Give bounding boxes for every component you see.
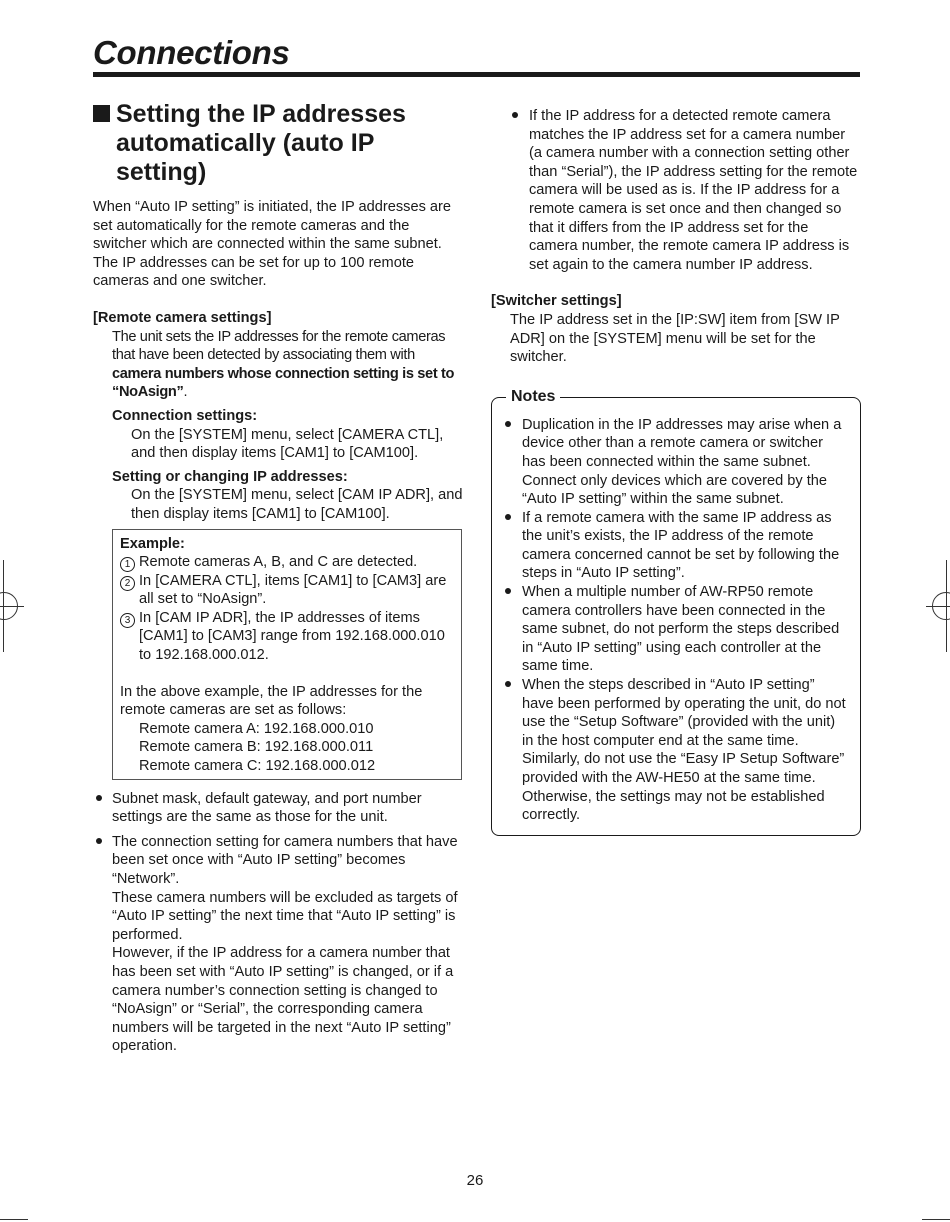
address-row: Remote camera A: 192.168.000.010 xyxy=(139,720,374,737)
connection-settings-text: On the [SYSTEM] menu, select [CAMERA CTL], and then display items [CAM1] to [CAM100]. xyxy=(131,426,444,462)
section-heading xyxy=(93,100,465,187)
example-step xyxy=(120,572,454,609)
remote-text-bold: camera numbers whose connection setting is set to “NoAsign” xyxy=(112,365,455,401)
bullet-dot-icon xyxy=(500,416,522,509)
note-text: When the steps described in “Auto IP setting” have been performed by operating the unit, do not use the “Setup Software” (provided with the unit) in the host computer end at the same time. Similarly, do not use the “Easy IP Setup Software” provided with the AW-HE50 at the same time. Otherwise, the settings may not be established correctly. xyxy=(522,677,846,824)
list-item-text xyxy=(112,833,465,1056)
bullet-dot-icon xyxy=(93,790,112,827)
list-item-para: These camera numbers will be excluded as targets of “Auto IP setting” the next time that “Auto IP setting” is performed. xyxy=(112,889,458,943)
example-step xyxy=(120,609,454,665)
list-item xyxy=(93,833,465,1056)
ip-settings-heading: Setting or changing IP addresses: xyxy=(112,468,348,485)
crop-mark-icon xyxy=(922,1219,950,1220)
remote-camera-settings-heading: [Remote camera settings] xyxy=(93,309,272,326)
notes-label: Notes xyxy=(506,387,560,407)
note-item xyxy=(500,676,850,825)
list-item xyxy=(93,790,465,827)
bullet-dot-icon xyxy=(500,509,522,583)
bullet-dot-icon xyxy=(500,583,522,676)
connection-settings-heading: Connection settings: xyxy=(112,407,258,424)
example-box xyxy=(112,529,462,780)
notes-box xyxy=(491,387,861,836)
right-column xyxy=(491,107,861,836)
note-text: Duplication in the IP addresses may arise when a device other than a remote camera or switcher has been connected within the same subnet. Connect only devices which are covered by the “Auto IP setting” within the same subnet. xyxy=(522,416,842,508)
page-title: Connections xyxy=(93,34,290,71)
list-item xyxy=(491,107,861,274)
left-bullet-list xyxy=(93,790,465,1056)
remote-text-plain: The unit sets the IP addresses for the remote cameras that have been detected by associating them with xyxy=(112,328,446,364)
note-text: If a remote camera with the same IP address as the unit’s exists, the IP address of the remote camera concerned cannot be set by following the steps in “Auto IP setting”. xyxy=(522,509,840,582)
remote-text-end: . xyxy=(183,384,188,401)
step-number-icon: 1 xyxy=(120,557,135,572)
intro-paragraph: When “Auto IP setting” is initiated, the IP addresses are set automatically for the remote cameras and the switcher which are connected within the same subnet. The IP addresses can be set for up to 100 remote cameras and one switcher. xyxy=(93,199,452,290)
note-item xyxy=(500,416,850,509)
note-item xyxy=(500,509,850,583)
switcher-settings-heading: [Switcher settings] xyxy=(491,293,622,310)
example-step-text: In [CAMERA CTL], items [CAM1] to [CAM3] are all set to “NoAsign”. xyxy=(139,572,447,608)
bullet-dot-icon xyxy=(500,676,522,825)
ip-settings-text: On the [SYSTEM] menu, select [CAM IP ADR], and then display items [CAM1] to [CAM100]. xyxy=(131,487,463,522)
bullet-dot-icon xyxy=(93,833,112,1056)
example-step-text: In [CAM IP ADR], the IP addresses of items [CAM1] to [CAM3] range from 192.168.000.010 to 192.168.000.012. xyxy=(139,609,445,664)
address-row: Remote camera B: 192.168.000.011 xyxy=(139,739,374,756)
bullet-dot-icon xyxy=(491,107,529,274)
list-item-text: Subnet mask, default gateway, and port number settings are the same as those for the unit. xyxy=(112,790,422,826)
address-row: Remote camera C: 192.168.000.012 xyxy=(139,758,376,775)
note-text: When a multiple number of AW-RP50 remote camera controllers have been connected in the same subnet, do not perform the steps described in “Auto IP setting” using each controller at the same time. xyxy=(522,584,840,675)
note-item xyxy=(500,583,850,676)
left-column xyxy=(93,100,465,1056)
step-number-icon: 3 xyxy=(120,613,135,628)
example-step-text: Remote cameras A, B, and C are detected. xyxy=(139,554,418,571)
page-number: 26 xyxy=(466,1172,484,1189)
crop-mark-icon xyxy=(0,1219,28,1220)
section-heading-text: Setting the IP addresses automatically (auto IP setting) xyxy=(116,100,406,186)
example-summary: In the above example, the IP addresses for the remote cameras are set as follows: xyxy=(120,683,423,719)
list-item-text: If the IP address for a detected remote camera matches the IP address set for a camera number (a camera number with a connection setting other than “Serial”), the IP address setting for the remote camera will be used as is. If the IP address for a remote camera is set once and then changed so that it differs from the IP address set for the camera number, the remote camera IP address is set again to the camera number IP address. xyxy=(529,108,858,273)
remote-camera-settings-text xyxy=(93,328,465,402)
square-bullet-icon xyxy=(93,100,116,187)
title-rule xyxy=(93,72,860,77)
step-number-icon: 2 xyxy=(120,576,135,591)
list-item-para: However, if the IP address for a camera number that has been set with “Auto IP setting” is changed, or if a camera number’s connection setting is changed to “NoAsign” or “Serial”, the corresponding camera numbers will be targeted in the next “Auto IP setting” operation. xyxy=(112,945,454,1055)
list-item-para: The connection setting for camera numbers that have been set once with “Auto IP setting” becomes “Network”. xyxy=(112,833,458,887)
example-heading: Example: xyxy=(120,535,185,552)
example-step xyxy=(120,553,454,572)
switcher-settings-text: The IP address set in the [IP:SW] item from [SW IP ADR] on the [SYSTEM] menu will be set for the switcher. xyxy=(510,311,840,366)
